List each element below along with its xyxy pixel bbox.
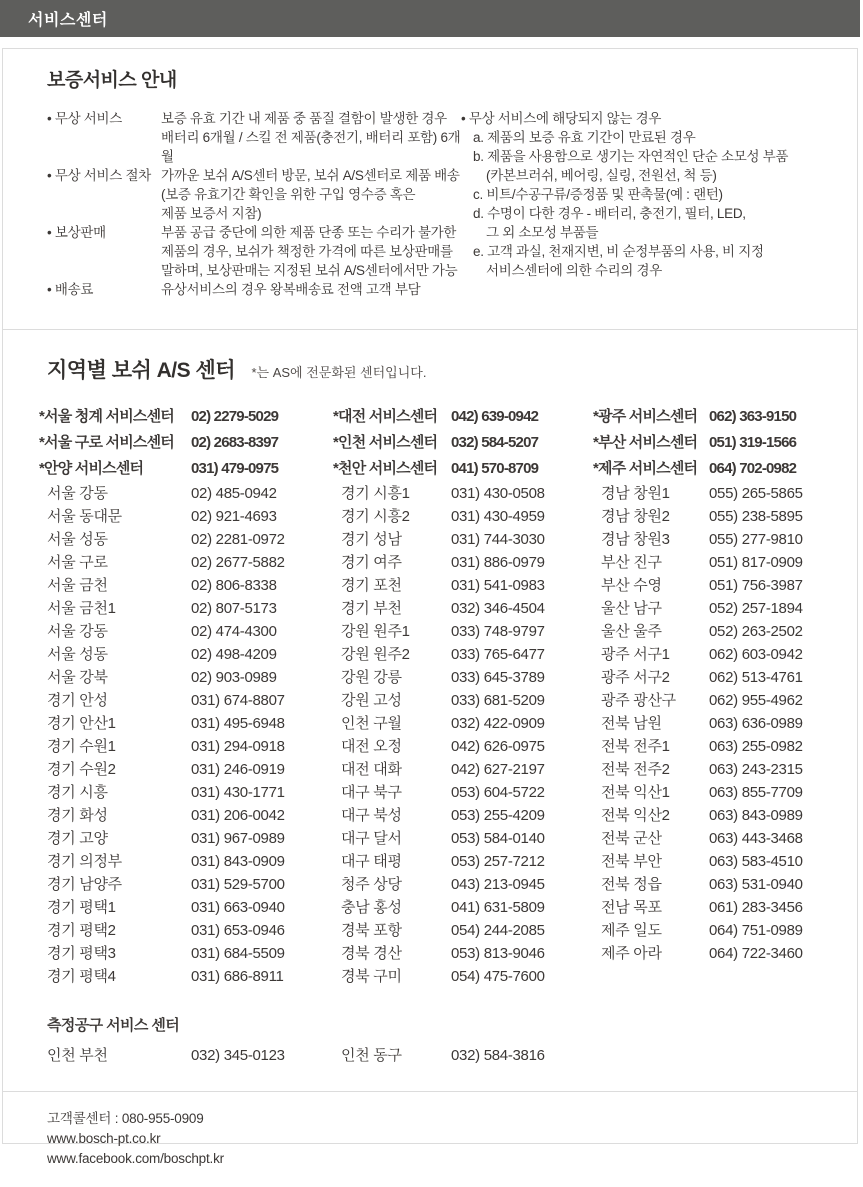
center-name: *서울 청계 서비스센터	[39, 408, 174, 425]
center-phone: 031) 744-3030	[451, 531, 545, 548]
center-row	[333, 666, 593, 689]
center-name: 경기 수원2	[47, 761, 116, 778]
center-row	[39, 896, 333, 919]
center-name: 서울 강동	[47, 485, 108, 502]
center-name: 전북 전주2	[601, 761, 670, 778]
center-row	[333, 758, 593, 781]
center-name: 제주 일도	[601, 922, 662, 939]
center-name: 강원 강릉	[341, 669, 402, 686]
center-row	[39, 482, 333, 505]
center-phone: 031) 686-8911	[191, 968, 284, 985]
center-phone: 031) 430-0508	[451, 485, 545, 502]
centers-note: *는 AS에 전문화된 센터입니다.	[251, 365, 427, 380]
center-row	[333, 873, 593, 896]
center-row	[333, 505, 593, 528]
warranty-exclusion-line: • 무상 서비스에 해당되지 않는 경우	[461, 111, 662, 126]
center-phone: 02) 474-4300	[191, 623, 277, 640]
center-phone: 042) 627-2197	[451, 761, 545, 778]
center-phone: 031) 684-5509	[191, 945, 285, 962]
center-row	[333, 712, 593, 735]
center-name: 대구 북성	[341, 807, 402, 824]
center-name: 경기 화성	[47, 807, 108, 824]
center-row	[333, 597, 593, 620]
center-phone: 033) 681-5209	[451, 692, 545, 709]
center-name: 청주 상당	[341, 876, 402, 893]
center-row	[333, 919, 593, 942]
center-row	[39, 597, 333, 620]
center-phone: 02) 2683-8397	[191, 434, 279, 451]
center-phone: 031) 653-0946	[191, 922, 285, 939]
center-row	[333, 430, 593, 456]
center-name: 경기 평택4	[47, 968, 116, 985]
warranty-item-label: • 배송료	[47, 282, 94, 297]
center-phone: 052) 263-2502	[709, 623, 803, 640]
center-phone: 02) 2281-0972	[191, 531, 285, 548]
warranty-exclusion-line: d. 수명이 다한 경우 - 배터리, 충전기, 필터, LED,	[473, 206, 746, 221]
warranty-left-row	[47, 242, 461, 261]
center-row	[593, 404, 863, 430]
center-phone: 033) 748-9797	[451, 623, 545, 640]
center-name: 대구 태평	[341, 853, 402, 870]
center-name: 경기 안성	[47, 692, 108, 709]
center-phone: 041) 631-5809	[451, 899, 545, 916]
center-name: 경북 구미	[341, 968, 402, 985]
center-row	[333, 804, 593, 827]
center-phone: 02) 806-8338	[191, 577, 277, 594]
center-row	[333, 643, 593, 666]
center-name: 광주 서구2	[601, 669, 670, 686]
center-phone: 062) 603-0942	[709, 646, 803, 663]
center-phone: 032) 584-5207	[451, 434, 539, 451]
center-phone: 02) 498-4209	[191, 646, 277, 663]
center-row	[333, 735, 593, 758]
center-phone: 042) 639-0942	[451, 408, 539, 425]
center-phone: 031) 529-5700	[191, 876, 285, 893]
warranty-item-text: 제품의 경우, 보쉬가 책정한 가격에 따른 보상판매를	[161, 244, 453, 259]
center-phone: 031) 430-4959	[451, 508, 545, 525]
warranty-item-text: 부품 공급 중단에 의한 제품 단종 또는 수리가 불가한	[161, 225, 457, 240]
center-phone: 042) 626-0975	[451, 738, 545, 755]
center-row	[333, 528, 593, 551]
warranty-exclusion-line: 서비스센터에 의한 수리의 경우	[486, 263, 662, 278]
center-name: 대구 달서	[341, 830, 402, 847]
warranty-exclusion-line: b. 제품을 사용함으로 생기는 자연적인 단순 소모성 부품	[473, 149, 789, 164]
center-name: 경기 평택2	[47, 922, 116, 939]
center-phone: 053) 813-9046	[451, 945, 545, 962]
center-phone: 031) 886-0979	[451, 554, 545, 571]
center-row	[593, 456, 863, 482]
center-name: 강원 원주1	[341, 623, 410, 640]
center-row	[39, 942, 333, 965]
warranty-right-list	[461, 109, 857, 299]
measuring-center-2	[333, 1044, 545, 1067]
center-phone: 031) 967-0989	[191, 830, 285, 847]
center-row	[593, 896, 863, 919]
warranty-item-text: 제품 보증서 지참)	[161, 206, 262, 221]
center-row	[333, 942, 593, 965]
center-phone: 053) 257-7212	[451, 853, 545, 870]
measuring-section	[3, 988, 857, 1067]
center-name: 전북 군산	[601, 830, 662, 847]
center-row	[593, 482, 863, 505]
centers-heading	[39, 354, 857, 384]
center-row	[333, 574, 593, 597]
center-phone: 031) 430-1771	[191, 784, 285, 801]
center-row	[39, 574, 333, 597]
center-row	[39, 528, 333, 551]
warranty-section	[3, 49, 857, 299]
center-name: 전북 부안	[601, 853, 662, 870]
centers-section	[3, 329, 857, 988]
center-name: 경북 포항	[341, 922, 402, 939]
center-row	[593, 850, 863, 873]
center-row	[593, 430, 863, 456]
warranty-left-row	[47, 223, 461, 242]
centers-column-2	[333, 404, 593, 988]
center-name: 전북 익산2	[601, 807, 670, 824]
center-row	[39, 781, 333, 804]
center-phone: 02) 2677-5882	[191, 554, 285, 571]
center-phone: 062) 955-4962	[709, 692, 803, 709]
center-phone: 043) 213-0945	[451, 876, 545, 893]
center-phone: 063) 636-0989	[709, 715, 803, 732]
footer-line: 고객콜센터 : 080-955-0909	[47, 1111, 204, 1126]
center-row	[39, 456, 333, 482]
center-name: 전북 정읍	[601, 876, 662, 893]
center-phone: 032) 345-0123	[191, 1047, 285, 1064]
center-row	[333, 404, 593, 430]
center-name: 강원 고성	[341, 692, 402, 709]
center-name: 부산 수영	[601, 577, 662, 594]
page-footer	[3, 1091, 857, 1187]
center-row	[333, 689, 593, 712]
center-row	[593, 574, 863, 597]
center-row	[39, 735, 333, 758]
center-phone: 063) 855-7709	[709, 784, 803, 801]
warranty-item-label	[47, 128, 161, 166]
center-phone: 031) 674-8807	[191, 692, 285, 709]
center-row	[39, 758, 333, 781]
warranty-exclusion-line: e. 고객 과실, 천재지변, 비 순정부품의 사용, 비 지정	[473, 244, 764, 259]
warranty-item-text: 배터리 6개월 / 스킬 전 제품(충전기, 배터리 포함) 6개월	[161, 130, 461, 164]
center-row	[593, 597, 863, 620]
warranty-item-label: • 무상 서비스	[47, 111, 123, 126]
center-phone: 055) 277-9810	[709, 531, 803, 548]
center-row	[39, 712, 333, 735]
center-phone: 053) 604-5722	[451, 784, 545, 801]
center-phone: 052) 257-1894	[709, 600, 803, 617]
center-phone: 031) 495-6948	[191, 715, 285, 732]
center-phone: 054) 244-2085	[451, 922, 545, 939]
centers-title: 지역별 보쉬 A/S 센터	[47, 359, 236, 382]
content-box	[2, 48, 858, 1166]
center-phone: 051) 319-1566	[709, 434, 797, 451]
center-name: 경기 시흥	[47, 784, 108, 801]
center-row	[39, 827, 333, 850]
center-row	[39, 919, 333, 942]
centers-column-1	[39, 404, 333, 988]
center-phone: 02) 903-0989	[191, 669, 277, 686]
footer-line: www.facebook.com/boschpt.kr	[47, 1151, 224, 1166]
center-name: *대전 서비스센터	[333, 408, 438, 425]
measuring-row	[39, 1044, 857, 1067]
center-name: 경기 남양주	[47, 876, 122, 893]
center-row	[593, 781, 863, 804]
center-name: 서울 강동	[47, 623, 108, 640]
center-phone: 051) 817-0909	[709, 554, 803, 571]
center-name: 대전 대화	[341, 761, 402, 778]
center-name: 경기 의정부	[47, 853, 122, 870]
center-name: 인천 구월	[341, 715, 402, 732]
center-phone: 064) 722-3460	[709, 945, 803, 962]
warranty-left-row	[47, 128, 461, 166]
center-row	[39, 873, 333, 896]
center-phone: 063) 443-3468	[709, 830, 803, 847]
warranty-columns	[47, 109, 857, 299]
center-row	[333, 896, 593, 919]
center-name: 강원 원주2	[341, 646, 410, 663]
center-row	[333, 850, 593, 873]
center-row	[39, 689, 333, 712]
warranty-left-row	[47, 109, 461, 128]
center-name: 경남 창원3	[601, 531, 670, 548]
center-phone: 051) 756-3987	[709, 577, 803, 594]
center-name: 광주 서구1	[601, 646, 670, 663]
center-name: 경기 안산1	[47, 715, 116, 732]
center-name: *천안 서비스센터	[333, 460, 438, 477]
warranty-item-text: 말하며, 보상판매는 지정된 보쉬 A/S센터에서만 가능	[161, 263, 458, 278]
center-row	[593, 643, 863, 666]
center-name: 인천 동구	[341, 1047, 402, 1064]
center-name: 대구 북구	[341, 784, 402, 801]
center-row	[39, 643, 333, 666]
center-name: 경기 부천	[341, 600, 402, 617]
warranty-left-row	[47, 261, 461, 280]
center-phone: 032) 346-4504	[451, 600, 545, 617]
center-phone: 031) 541-0983	[451, 577, 545, 594]
warranty-exclusion-line: a. 제품의 보증 유효 기간이 만료된 경우	[473, 130, 696, 145]
center-name: 인천 부천	[47, 1047, 108, 1064]
warranty-item-text: (보증 유효기간 확인을 위한 구입 영수증 혹은	[161, 187, 416, 202]
center-row	[333, 620, 593, 643]
center-name: 서울 금천	[47, 577, 108, 594]
warranty-title: 보증서비스 안내	[47, 70, 177, 91]
center-phone: 063) 255-0982	[709, 738, 803, 755]
warranty-item-label	[47, 242, 161, 261]
center-row	[593, 758, 863, 781]
center-row	[333, 781, 593, 804]
warranty-item-label	[47, 261, 161, 280]
center-row	[39, 804, 333, 827]
center-name: 전북 전주1	[601, 738, 670, 755]
center-row	[593, 528, 863, 551]
center-phone: 063) 531-0940	[709, 876, 803, 893]
warranty-item-text: 유상서비스의 경우 왕복배송료 전액 고객 부담	[161, 282, 421, 297]
center-row	[593, 712, 863, 735]
center-phone: 062) 363-9150	[709, 408, 797, 425]
center-row	[39, 404, 333, 430]
center-row	[39, 666, 333, 689]
center-name: 서울 성동	[47, 531, 108, 548]
center-name: *서울 구로 서비스센터	[39, 434, 174, 451]
center-phone: 054) 475-7600	[451, 968, 545, 985]
center-name: *인천 서비스센터	[333, 434, 438, 451]
center-name: 부산 진구	[601, 554, 662, 571]
center-phone: 033) 645-3789	[451, 669, 545, 686]
center-phone: 031) 246-0919	[191, 761, 285, 778]
warranty-left-row	[47, 166, 461, 185]
center-name: 서울 구로	[47, 554, 108, 571]
center-name: 제주 아라	[601, 945, 662, 962]
center-row	[593, 919, 863, 942]
center-name: 경기 평택1	[47, 899, 116, 916]
center-row	[593, 551, 863, 574]
center-phone: 02) 921-4693	[191, 508, 277, 525]
centers-table	[39, 404, 857, 988]
header-bar	[0, 0, 860, 37]
center-phone: 041) 570-8709	[451, 460, 539, 477]
center-row	[333, 482, 593, 505]
center-name: 서울 강북	[47, 669, 108, 686]
center-phone: 02) 807-5173	[191, 600, 277, 617]
center-name: 경기 시흥1	[341, 485, 410, 502]
center-row	[39, 505, 333, 528]
warranty-left-row	[47, 204, 461, 223]
center-name: 경기 시흥2	[341, 508, 410, 525]
center-name: 전북 남원	[601, 715, 662, 732]
center-phone: 02) 2279-5029	[191, 408, 279, 425]
warranty-item-label: • 무상 서비스 절차	[47, 168, 151, 183]
center-row	[333, 827, 593, 850]
center-phone: 032) 422-0909	[451, 715, 545, 732]
center-row	[593, 804, 863, 827]
center-row	[593, 827, 863, 850]
measuring-center-1	[39, 1044, 333, 1067]
warranty-item-text: 가까운 보쉬 A/S센터 방문, 보쉬 A/S센터로 제품 배송	[161, 168, 460, 183]
warranty-exclusion-line: 그 외 소모성 부품들	[486, 225, 599, 240]
center-phone: 063) 583-4510	[709, 853, 803, 870]
center-name: 전북 익산1	[601, 784, 670, 801]
center-phone: 053) 584-0140	[451, 830, 545, 847]
center-phone: 063) 843-0989	[709, 807, 803, 824]
center-row	[593, 689, 863, 712]
center-name: 경기 수원1	[47, 738, 116, 755]
warranty-item-label	[47, 204, 161, 223]
center-phone: 031) 663-0940	[191, 899, 285, 916]
center-name: *광주 서비스센터	[593, 408, 698, 425]
center-phone: 064) 751-0989	[709, 922, 803, 939]
center-name: 전남 목포	[601, 899, 662, 916]
warranty-item-text: 보증 유효 기간 내 제품 중 품질 결함이 발생한 경우	[161, 111, 447, 126]
center-name: 울산 남구	[601, 600, 662, 617]
center-row	[39, 430, 333, 456]
center-row	[593, 873, 863, 896]
center-name: 경북 경산	[341, 945, 402, 962]
center-row	[333, 551, 593, 574]
warranty-left-row	[47, 280, 461, 299]
center-phone: 063) 243-2315	[709, 761, 803, 778]
center-phone: 055) 265-5865	[709, 485, 803, 502]
center-phone: 031) 479-0975	[191, 460, 279, 477]
center-phone: 031) 294-0918	[191, 738, 285, 755]
center-row	[39, 965, 333, 988]
warranty-exclusion-line: (카본브러쉬, 베어링, 실링, 전원선, 척 등)	[486, 168, 717, 183]
center-name: 경기 여주	[341, 554, 402, 571]
warranty-item-label	[47, 185, 161, 204]
center-name: 대전 오정	[341, 738, 402, 755]
center-phone: 064) 702-0982	[709, 460, 797, 477]
center-row	[593, 666, 863, 689]
center-name: 경기 고양	[47, 830, 108, 847]
center-phone: 062) 513-4761	[709, 669, 803, 686]
center-phone: 02) 485-0942	[191, 485, 277, 502]
center-name: 서울 금천1	[47, 600, 116, 617]
center-row	[593, 942, 863, 965]
center-row	[593, 735, 863, 758]
center-name: 광주 광산구	[601, 692, 676, 709]
center-row	[593, 505, 863, 528]
center-name: 서울 성동	[47, 646, 108, 663]
center-phone: 053) 255-4209	[451, 807, 545, 824]
warranty-item-label: • 보상판매	[47, 225, 106, 240]
warranty-left-row	[47, 185, 461, 204]
center-phone: 033) 765-6477	[451, 646, 545, 663]
center-name: 경남 창원1	[601, 485, 670, 502]
center-row	[39, 850, 333, 873]
measuring-title: 측정공구 서비스 센터	[47, 1017, 180, 1034]
center-phone: 061) 283-3456	[709, 899, 803, 916]
center-name: 경기 평택3	[47, 945, 116, 962]
center-name: 경기 포천	[341, 577, 402, 594]
center-name: 경남 창원2	[601, 508, 670, 525]
center-name: *부산 서비스센터	[593, 434, 698, 451]
center-name: *안양 서비스센터	[39, 460, 144, 477]
warranty-left-list	[47, 109, 461, 299]
center-name: *제주 서비스센터	[593, 460, 698, 477]
center-row	[39, 551, 333, 574]
center-name: 서울 동대문	[47, 508, 122, 525]
center-phone: 032) 584-3816	[451, 1047, 545, 1064]
page-title: 서비스센터	[28, 12, 108, 29]
center-row	[333, 965, 593, 988]
center-phone: 031) 843-0909	[191, 853, 285, 870]
centers-column-3	[593, 404, 863, 988]
warranty-exclusion-line: c. 비트/수공구류/증정품 및 판촉물(예 : 랜턴)	[473, 187, 723, 202]
footer-line: www.bosch-pt.co.kr	[47, 1131, 161, 1146]
center-name: 울산 울주	[601, 623, 662, 640]
center-row	[333, 456, 593, 482]
center-name: 충남 홍성	[341, 899, 402, 916]
center-row	[593, 620, 863, 643]
center-name: 경기 성남	[341, 531, 402, 548]
center-phone: 055) 238-5895	[709, 508, 803, 525]
center-row	[39, 620, 333, 643]
center-phone: 031) 206-0042	[191, 807, 285, 824]
